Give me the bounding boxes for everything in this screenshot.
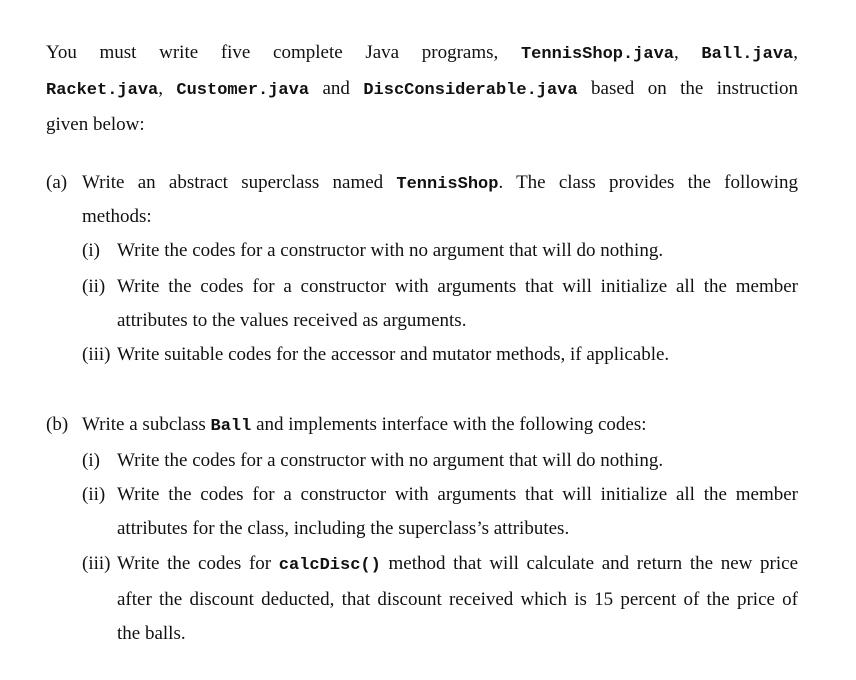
part-b-item-ii-marker: (ii) xyxy=(82,484,106,505)
part-a-line-1 xyxy=(82,172,798,196)
file-tennisshop: TennisShop.java xyxy=(520,45,674,64)
part-b-item-iii-marker: (iii) xyxy=(82,553,111,574)
part-a-item-i-marker: (i) xyxy=(82,240,100,261)
sep: , xyxy=(158,78,163,99)
file-customer: Customer.java xyxy=(176,81,310,100)
part-b-marker: (b) xyxy=(46,414,69,435)
sep: , xyxy=(674,42,679,63)
intro-line-2 xyxy=(46,78,798,102)
part-b-line-1 xyxy=(82,414,647,438)
file-discconsiderable: DiscConsiderable.java xyxy=(363,81,578,100)
part-b-tail: and implements interface with the following codes: xyxy=(256,414,647,435)
part-b-item-iii-line-2: after the discount deducted, that discount received which is 15 percent of the price of xyxy=(117,589,798,610)
code-ball: Ball xyxy=(210,417,252,436)
intro-line-1 xyxy=(46,42,798,66)
part-b-item-i-text: Write the codes for a constructor with no argument that will do nothing. xyxy=(117,450,664,471)
intro-line-3: given below: xyxy=(46,114,145,135)
part-b-item-iii-line-1 xyxy=(117,553,798,577)
part-b-item-ii-line-1: Write the codes for a constructor with arguments that will initialize all the member xyxy=(117,484,798,505)
part-a-item-ii-line-1: Write the codes for a constructor with arguments that will initialize all the member xyxy=(117,276,798,297)
sep: , xyxy=(793,42,798,63)
part-b-lead: Write a subclass xyxy=(82,414,206,435)
and-word: and xyxy=(322,78,350,99)
part-b-item-iii-line-3: the balls. xyxy=(117,623,186,644)
file-racket: Racket.java xyxy=(46,81,159,100)
intro-lead: You must write five complete Java programs, xyxy=(46,42,499,63)
part-a-item-ii-line-2: attributes to the values received as arguments. xyxy=(117,310,467,331)
part-a-item-i-text: Write the codes for a constructor with no argument that will do nothing. xyxy=(117,240,664,261)
part-a-tail: . The class provides the following xyxy=(498,172,799,193)
code-tennisshop: TennisShop xyxy=(396,175,499,194)
part-a-line-2: methods: xyxy=(82,206,152,227)
part-a-lead: Write an abstract superclass named xyxy=(82,172,384,193)
intro-tail: based on the instruction xyxy=(591,78,799,99)
code-calcdisc: calcDisc() xyxy=(278,556,381,575)
part-b-iii-tail: method that will calculate and return the new price xyxy=(388,553,799,574)
part-a-item-iii-marker: (iii) xyxy=(82,344,111,365)
part-b-iii-lead: Write the codes for xyxy=(117,553,272,574)
part-a-item-iii-text: Write suitable codes for the accessor and mutator methods, if applicable. xyxy=(117,344,670,365)
part-a-marker: (a) xyxy=(46,172,68,193)
part-b-item-ii-line-2: attributes for the class, including the superclass’s attributes. xyxy=(117,518,570,539)
part-b-item-i-marker: (i) xyxy=(82,450,100,471)
file-ball: Ball.java xyxy=(701,45,794,64)
part-a-item-ii-marker: (ii) xyxy=(82,276,106,297)
